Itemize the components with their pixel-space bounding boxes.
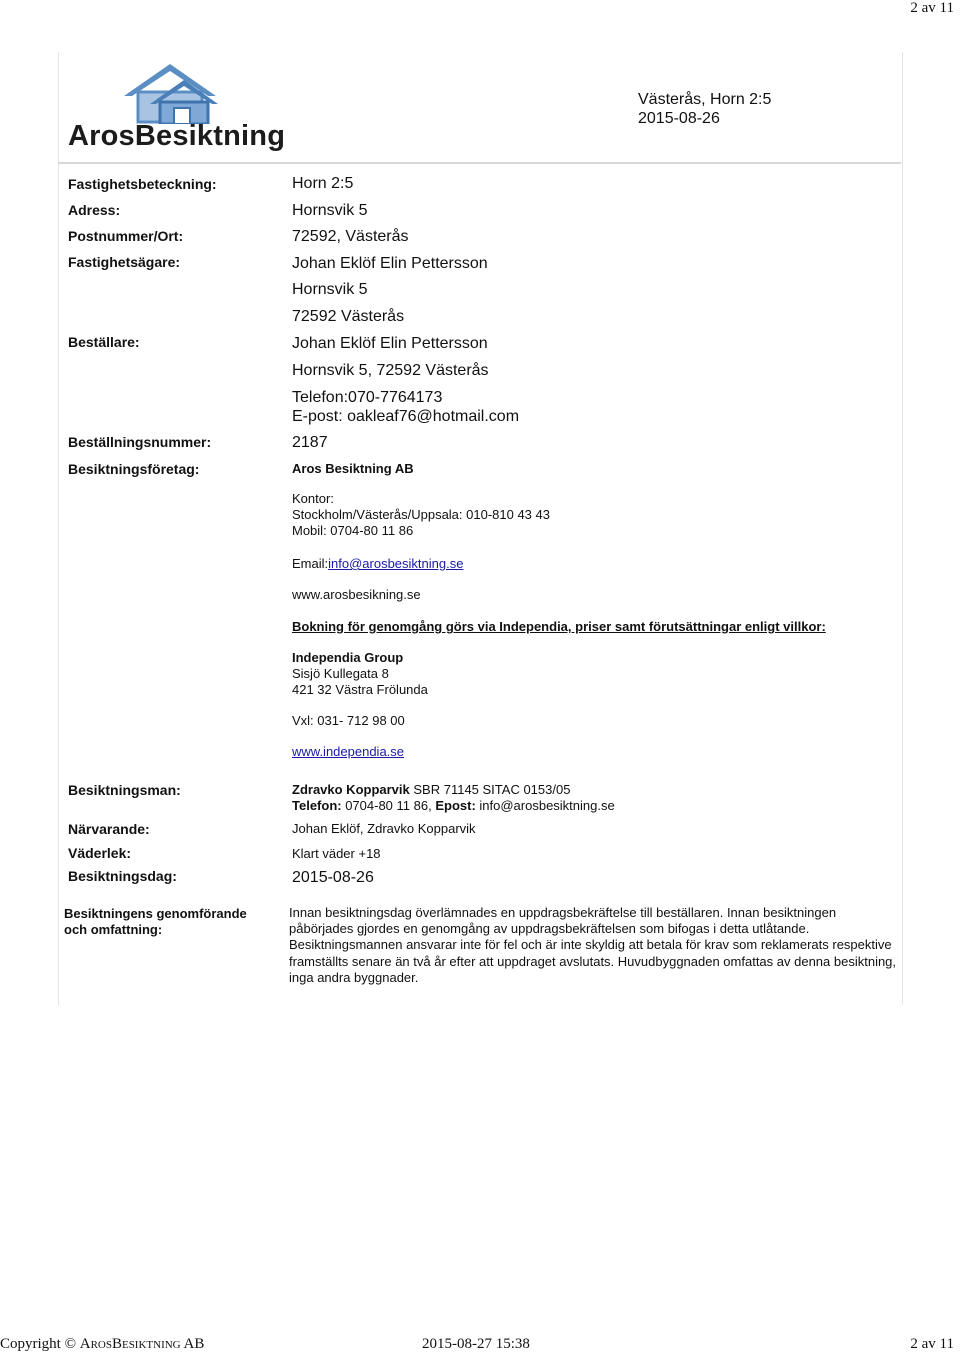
label-bestallningsnummer: Beställningsnummer: <box>68 434 212 450</box>
company-email-link[interactable]: info@arosbesiktning.se <box>328 556 464 571</box>
value-narvarande: Johan Eklöf, Zdravko Kopparvik <box>292 821 476 836</box>
company-email-line <box>292 556 463 571</box>
inspector-phone: 0704-80 11 86, <box>341 798 436 813</box>
footer-page: 2 av 11 <box>910 1336 954 1352</box>
value-agare-city: 72592 Västerås <box>292 308 405 325</box>
company-web: www.arosbesikning.se <box>292 587 421 602</box>
report-card <box>58 52 903 1005</box>
value-postnummer: 72592, Västerås <box>292 228 409 245</box>
inspector-name: Zdravko Kopparvik <box>292 782 410 797</box>
header-date: 2015-08-26 <box>638 110 720 127</box>
value-bestallare-email: E-post: oakleaf76@hotmail.com <box>292 408 520 425</box>
label-fastighetsagare: Fastighetsägare: <box>68 254 181 270</box>
label-besiktningsforetag: Besiktningsföretag: <box>68 461 200 477</box>
label-bestallare: Beställare: <box>68 334 140 350</box>
label-adress: Adress: <box>68 202 121 218</box>
logo-wordmark: ArosBesiktning <box>68 120 286 152</box>
inspector-cert: SBR 71145 SITAC 0153/05 <box>409 782 571 797</box>
value-besiktningsdag: 2015-08-26 <box>292 869 374 886</box>
header-location-date <box>638 90 771 128</box>
header-divider <box>58 162 901 164</box>
value-bestallare-name: Johan Eklöf Elin Pettersson <box>292 335 488 352</box>
label-scope: Besiktningens genomförande och omfattning: <box>64 906 247 937</box>
inspector-email-label: Epost: <box>435 798 476 813</box>
label-vaderlek: Väderlek: <box>68 845 132 861</box>
partner-web-link[interactable]: www.independia.se <box>292 744 405 759</box>
value-bestallare-phone: Telefon:070-7764173 <box>292 389 443 406</box>
footer-timestamp: 2015-08-27 15:38 <box>422 1336 530 1352</box>
value-bestallare-address: Hornsvik 5, 72592 Västerås <box>292 362 489 379</box>
company-mobile: Mobil: 0704-80 11 86 <box>292 523 414 538</box>
company-logo <box>66 62 286 157</box>
inspector-email: info@arosbesiktning.se <box>475 798 615 813</box>
company-phone-offices: Stockholm/Västerås/Uppsala: 010-810 43 43 <box>292 507 550 522</box>
inspector-phone-label: Telefon: <box>292 798 342 813</box>
label-besiktningsman: Besiktningsman: <box>68 782 181 798</box>
house-logo-icon <box>114 62 234 124</box>
label-fastighetsbeteckning: Fastighetsbeteckning: <box>68 176 217 192</box>
inspector-line <box>292 782 570 797</box>
page-indicator-top: 2 av 11 <box>910 0 954 16</box>
partner-city: 421 32 Västra Frölunda <box>292 682 428 697</box>
company-email-prefix: Email: <box>292 556 329 571</box>
value-bestallningsnummer: 2187 <box>292 434 328 451</box>
header-place: Västerås, Horn 2:5 <box>638 91 772 108</box>
partner-name: Independia Group <box>292 650 404 665</box>
value-fastighetsbeteckning: Horn 2:5 <box>292 175 354 192</box>
footer-copyright: Copyright © ArosBesiktning AB <box>0 1336 205 1352</box>
value-company-name: Aros Besiktning AB <box>292 461 414 476</box>
partner-phone: Vxl: 031- 712 98 00 <box>292 713 405 728</box>
footer-company: ArosBesiktning AB <box>79 1336 205 1352</box>
label-besiktningsdag: Besiktningsdag: <box>68 868 177 884</box>
value-agare-street: Hornsvik 5 <box>292 281 368 298</box>
scope-paragraph: Innan besiktningsdag överlämnades en uppdragsbekräftelse till beställaren. Innan besiktningen påbörjades gjordes en genomgång av uppdragsbekräftelsen som bifogas i detta utlåtande. Besiktningsmannen ansvarar inte för fel och är inte skyldig att betala för krav som reklamerats respektive framställts senare än två år efter att uppdraget avslutats. Huvudbyggnaden omfattas av denna besiktning, inga andra byggnader. <box>289 905 897 985</box>
booking-note: Bokning för genomgång görs via Independia, priser samt förutsättningar enligt villkor: <box>292 619 826 634</box>
label-narvarande: Närvarande: <box>68 821 150 837</box>
partner-street: Sisjö Kullegata 8 <box>292 666 389 681</box>
label-postnummer: Postnummer/Ort: <box>68 228 184 244</box>
value-adress: Hornsvik 5 <box>292 202 368 219</box>
value-vaderlek: Klart väder +18 <box>292 846 381 861</box>
company-kontor: Kontor: <box>292 491 334 506</box>
value-agare-name: Johan Eklöf Elin Pettersson <box>292 255 488 272</box>
inspector-contact <box>292 798 615 813</box>
